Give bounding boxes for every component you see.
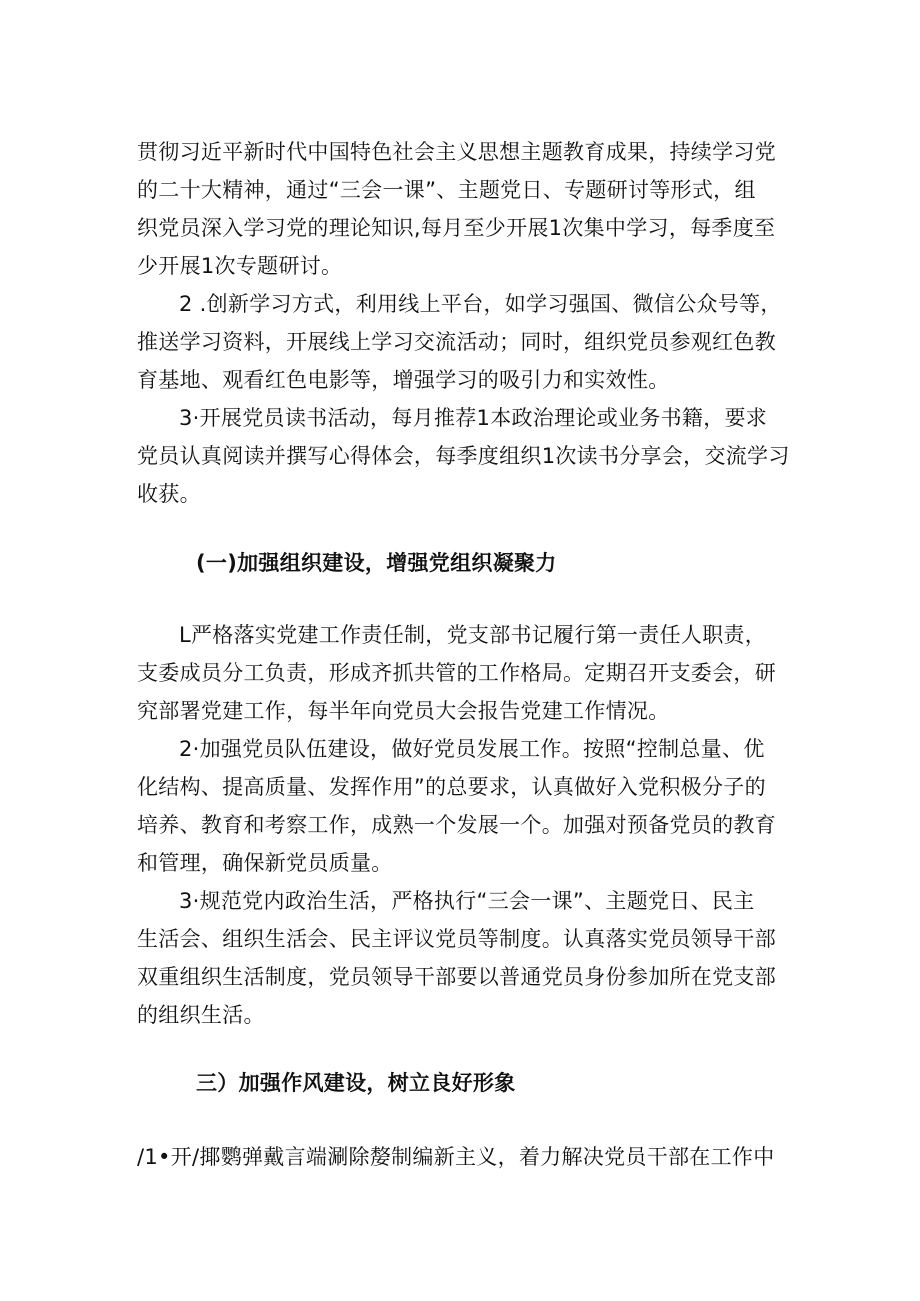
text-line: 党员认真阅读并撰写心得体会，每季度组织1次读书分享会，交流学习 bbox=[137, 444, 790, 468]
paragraph-political-life bbox=[137, 882, 787, 1034]
text-line: 收获。 bbox=[137, 482, 201, 506]
text-line: 推送学习资料，开展线上学习交流活动；同时，组织党员参观红色教 bbox=[137, 330, 776, 354]
text-line: 生活会、组织生活会、民主评议党员等制度。认真落实党员领导干部 bbox=[137, 927, 776, 951]
text-line: 的二十大精神，通过“三会一课”、主题党日、专题研讨等形式，组 bbox=[137, 178, 756, 202]
text-line: /1•开/揶鹦弹戴言端涮除嫠制编新主义，着力解决党员干部在工作中 bbox=[137, 1145, 775, 1169]
section-heading-work-style: 三）加强作风建设，树立良好形象 bbox=[196, 1071, 516, 1095]
text-line: 贯彻习近平新时代中国特色社会主义思想主题教育成果，持续学习党 bbox=[137, 140, 776, 164]
paragraph-member-team bbox=[137, 730, 787, 882]
section-heading-organization: (一)加强组织建设，增强党组织凝聚力 bbox=[196, 551, 557, 575]
text-line: 织党员深入学习党的理论知识,每月至少开展1次集中学习，每季度至 bbox=[137, 216, 776, 240]
paragraph-innovate-learning bbox=[137, 285, 787, 399]
text-line: 3·开展党员读书活动，每月推荐1本政治理论或业务书籍，要求 bbox=[179, 406, 768, 430]
text-line: 双重组织生活制度，党员领导干部要以普通党员身份参加所在党支部 bbox=[137, 965, 776, 989]
paragraph-responsibility-system bbox=[137, 616, 787, 730]
text-line: 2·加强党员队伍建设，做好党员发展工作。按照“控制总量、优 bbox=[179, 737, 765, 761]
text-line: 究部署党建工作，每半年向党员大会报告党建工作情况。 bbox=[137, 699, 670, 723]
text-line: 和管理，确保新党员质量。 bbox=[137, 851, 393, 875]
paragraph-reading-activity bbox=[137, 399, 790, 513]
text-line: 培养、教育和考察工作，成熟一个发展一个。加强对预备党员的教育 bbox=[137, 813, 776, 837]
text-line: 支委成员分工负责，形成齐抓共管的工作格局。定期召开支委会，研 bbox=[137, 661, 776, 685]
text-line: 的组织生活。 bbox=[137, 1003, 265, 1027]
text-line: 化结构、提高质量、发挥作用”的总要求，认真做好入党积极分子的 bbox=[137, 775, 766, 799]
text-line: 2 .创新学习方式，利用线上平台，如学习强国、微信公众号等， bbox=[179, 292, 782, 316]
text-line: 3·规范党内政治生活，严格执行“三会一课”、主题党日、民主 bbox=[179, 889, 755, 913]
text-line: L严格落实党建工作责任制，党支部书记履行第一责任人职责， bbox=[179, 623, 767, 647]
paragraph-work-style bbox=[137, 1138, 787, 1176]
text-line: 少开展1次专题研讨。 bbox=[137, 254, 343, 278]
paragraph-study-outcomes bbox=[137, 133, 787, 285]
text-line: 育基地、观看红色电影等，增强学习的吸引力和实效性。 bbox=[137, 368, 670, 392]
